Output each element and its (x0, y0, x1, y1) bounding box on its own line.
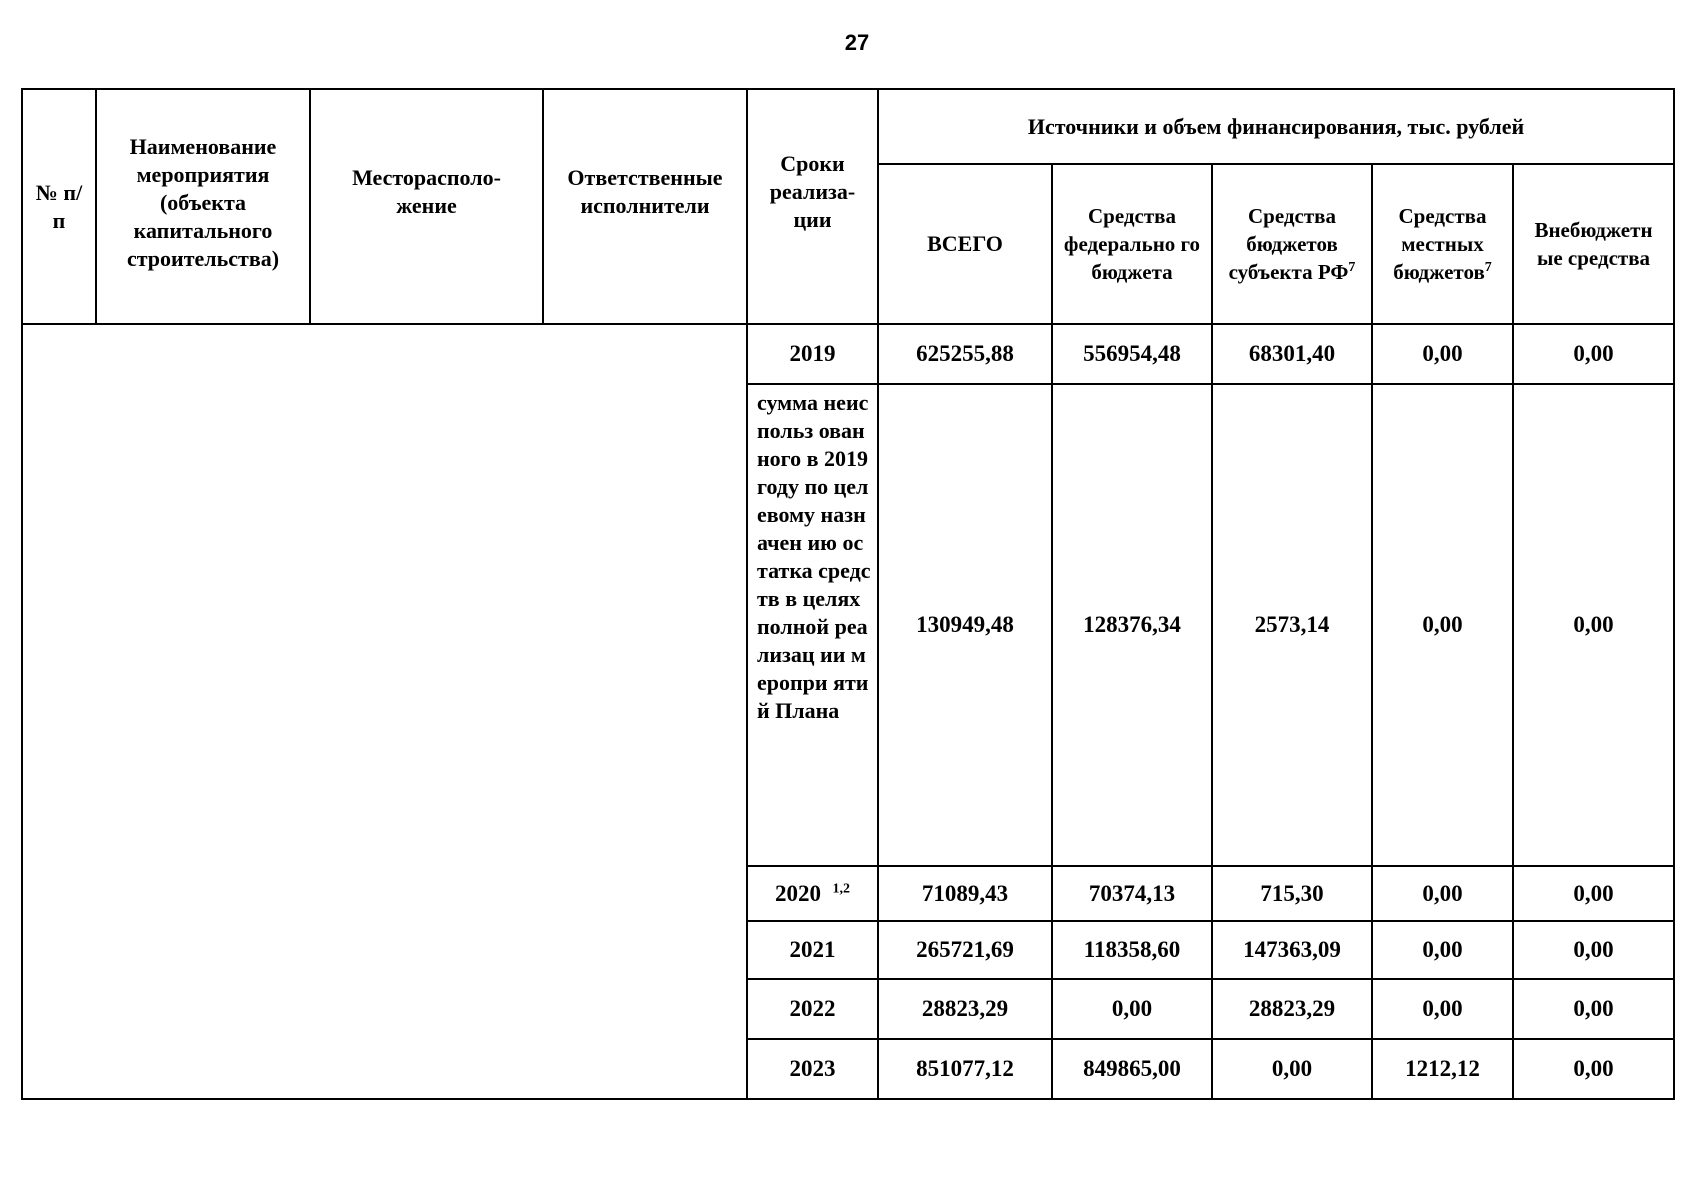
header-offbudget: Внебюджетн ые средства (1513, 164, 1674, 324)
subject-cell: 147363,09 (1212, 921, 1372, 979)
header-subject-sup: 7 (1348, 260, 1356, 275)
local-cell: 0,00 (1372, 921, 1513, 979)
header-local-sup: 7 (1484, 260, 1492, 275)
subject-cell: 28823,29 (1212, 979, 1372, 1039)
offbudget-cell: 0,00 (1513, 1039, 1674, 1099)
year-label: 2023 (789, 1056, 836, 1081)
federal-cell: 556954,48 (1052, 324, 1212, 384)
total-cell: 130949,48 (878, 384, 1052, 866)
header-name: Наименование мероприятия (объекта капитального строительства) (96, 89, 310, 324)
offbudget-cell: 0,00 (1513, 324, 1674, 384)
subject-cell: 2573,14 (1212, 384, 1372, 866)
year-cell (747, 324, 878, 384)
year-cell (747, 921, 878, 979)
total-cell: 265721,69 (878, 921, 1052, 979)
header-terms: Сроки реализа-ции (747, 89, 878, 324)
federal-cell: 128376,34 (1052, 384, 1212, 866)
offbudget-cell: 0,00 (1513, 866, 1674, 921)
header-row-1 (22, 89, 1674, 164)
offbudget-cell: 0,00 (1513, 921, 1674, 979)
local-cell: 1212,12 (1372, 1039, 1513, 1099)
subject-cell: 715,30 (1212, 866, 1372, 921)
year-cell (747, 1039, 878, 1099)
offbudget-cell: 0,00 (1513, 979, 1674, 1039)
total-cell: 28823,29 (878, 979, 1052, 1039)
header-funding-group: Источники и объем финансирования, тыс. рублей (878, 89, 1674, 164)
total-cell: 625255,88 (878, 324, 1052, 384)
subject-cell: 68301,40 (1212, 324, 1372, 384)
total-cell: 851077,12 (878, 1039, 1052, 1099)
header-responsible: Ответственные исполнители (543, 89, 747, 324)
header-subject-label: Средства бюджетов субъекта РФ (1228, 204, 1349, 284)
federal-cell: 0,00 (1052, 979, 1212, 1039)
year-cell (747, 866, 878, 921)
local-cell: 0,00 (1372, 866, 1513, 921)
federal-cell: 118358,60 (1052, 921, 1212, 979)
header-subject (1212, 164, 1372, 324)
table-row (22, 324, 1674, 384)
subject-cell: 0,00 (1212, 1039, 1372, 1099)
header-federal: Средства федерально го бюджета (1052, 164, 1212, 324)
local-cell: 0,00 (1372, 324, 1513, 384)
local-cell: 0,00 (1372, 384, 1513, 866)
year-label: 2019 (789, 341, 836, 366)
year-sup: 1,2 (832, 880, 850, 896)
header-no: № п/п (22, 89, 96, 324)
local-cell: 0,00 (1372, 979, 1513, 1039)
year-note-cell: сумма неиспольз ованного в 2019 году по целевому назначен ию остатка средств в целях полной реализац ии меропри ятий Плана (747, 384, 878, 866)
header-total: ВСЕГО (878, 164, 1052, 324)
header-local-label: Средства местных бюджетов (1393, 204, 1487, 284)
header-local (1372, 164, 1513, 324)
year-cell (747, 979, 878, 1039)
year-label: 2021 (789, 937, 836, 962)
page-number: 27 (844, 30, 870, 55)
federal-cell: 70374,13 (1052, 866, 1212, 921)
merged-empty-cell (22, 324, 747, 1099)
year-label: 2022 (789, 996, 836, 1021)
header-location: Месторасполо-жение (310, 89, 543, 324)
offbudget-cell: 0,00 (1513, 384, 1674, 866)
financing-table (21, 88, 1675, 1100)
total-cell: 71089,43 (878, 866, 1052, 921)
year-label: 2020 (775, 880, 821, 906)
federal-cell: 849865,00 (1052, 1039, 1212, 1099)
